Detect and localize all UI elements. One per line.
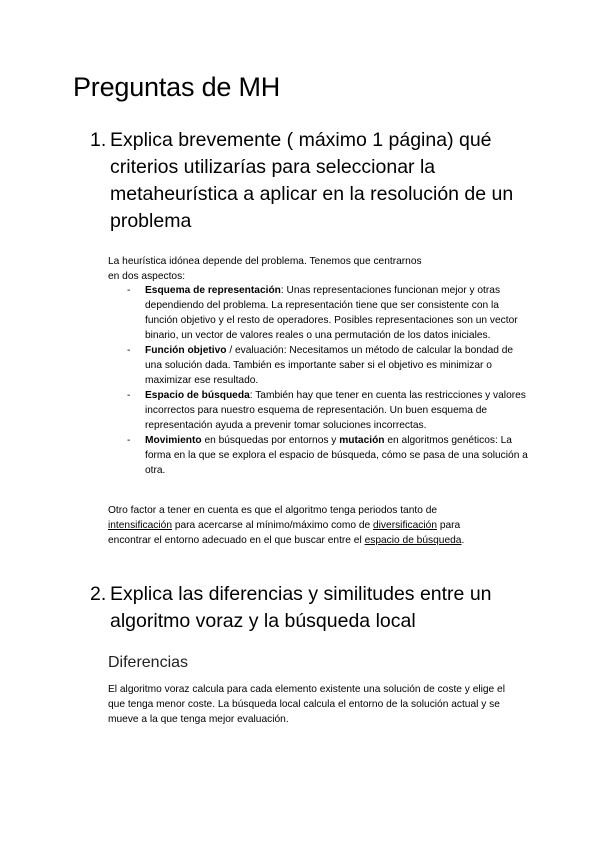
question-2-text: Explica las diferencias y similitudes entre un algoritmo voraz y la búsqueda local (110, 583, 492, 632)
aspects-list (108, 283, 528, 478)
closing-underlined-term: espacio de búsqueda (364, 535, 462, 546)
list-item (108, 343, 528, 388)
question-2-paragraph: El algoritmo voraz calcula para cada elemento existente una solución de coste y elige el que tenga menor coste. La búsqueda local calcula el entorno de la solución actual y se mueve a la que tenga mejor evaluación. (108, 684, 505, 725)
list-bullet: - (127, 390, 131, 401)
list-bullet: - (127, 345, 131, 356)
item-term: Espacio de búsqueda (145, 390, 250, 401)
item-term: Movimiento (145, 435, 202, 446)
item-term-secondary: mutación (339, 435, 385, 446)
list-item (108, 388, 528, 433)
question-1-intro: La heurística idónea depende del problema. Tenemos que centrarnos en dos aspectos: (108, 256, 422, 282)
list-item (108, 433, 528, 478)
question-1-text: Explica brevemente ( máximo 1 página) qué criterios utilizarías para seleccionar la metaheurística a aplicar en la resolución de un problema (110, 129, 514, 232)
item-description: en algoritmos genéticos: La forma en la que se explora el espacio de búsqueda, cómo se pasa de una solución a otra. (145, 435, 528, 476)
closing-underlined-term: diversificación (373, 520, 437, 531)
list-bullet: - (127, 285, 131, 296)
list-bullet: - (127, 435, 131, 446)
item-description: : Unas representaciones funcionan mejor y otras dependiendo del problema. La representación tiene que ser consistente con la función objetivo y el resto de operadores. Posibles representaciones son un vector binario, un vector de valores reales o una permutación de los datos iniciales. (145, 285, 518, 341)
page-title: Preguntas de MH (73, 72, 281, 102)
closing-underlined-term: intensificación (108, 520, 172, 531)
closing-text: . (461, 535, 465, 546)
closing-text: Otro factor a tener en cuenta es que el algoritmo tenga periodos tanto de (108, 505, 438, 516)
closing-text: para encontrar el entorno adecuado en el que buscar entre el (108, 520, 461, 546)
question-1-closing (108, 503, 500, 548)
item-description: : También hay que tener en cuenta las restricciones y valores incorrectos para nuestro esquema de representación. Un buen esquema de representación ayuda a prevenir tomar soluciones incorrectas. (145, 390, 526, 431)
closing-text: para acercarse al mínimo/máximo como de (172, 520, 373, 531)
item-term: Función objetivo (145, 345, 227, 356)
item-description: en búsquedas por entornos y (201, 435, 340, 446)
question-1-number: 1. (90, 129, 107, 151)
section-subheading: Diferencias (108, 654, 189, 671)
item-description: / evaluación: Necesitamos un método de calcular la bondad de una solución dada. También es importante saber si el objetivo es minimizar o maximizar ese resultado. (145, 345, 514, 386)
question-2-number: 2. (90, 583, 107, 605)
list-item (108, 283, 528, 343)
item-term: Esquema de representación (145, 285, 281, 296)
